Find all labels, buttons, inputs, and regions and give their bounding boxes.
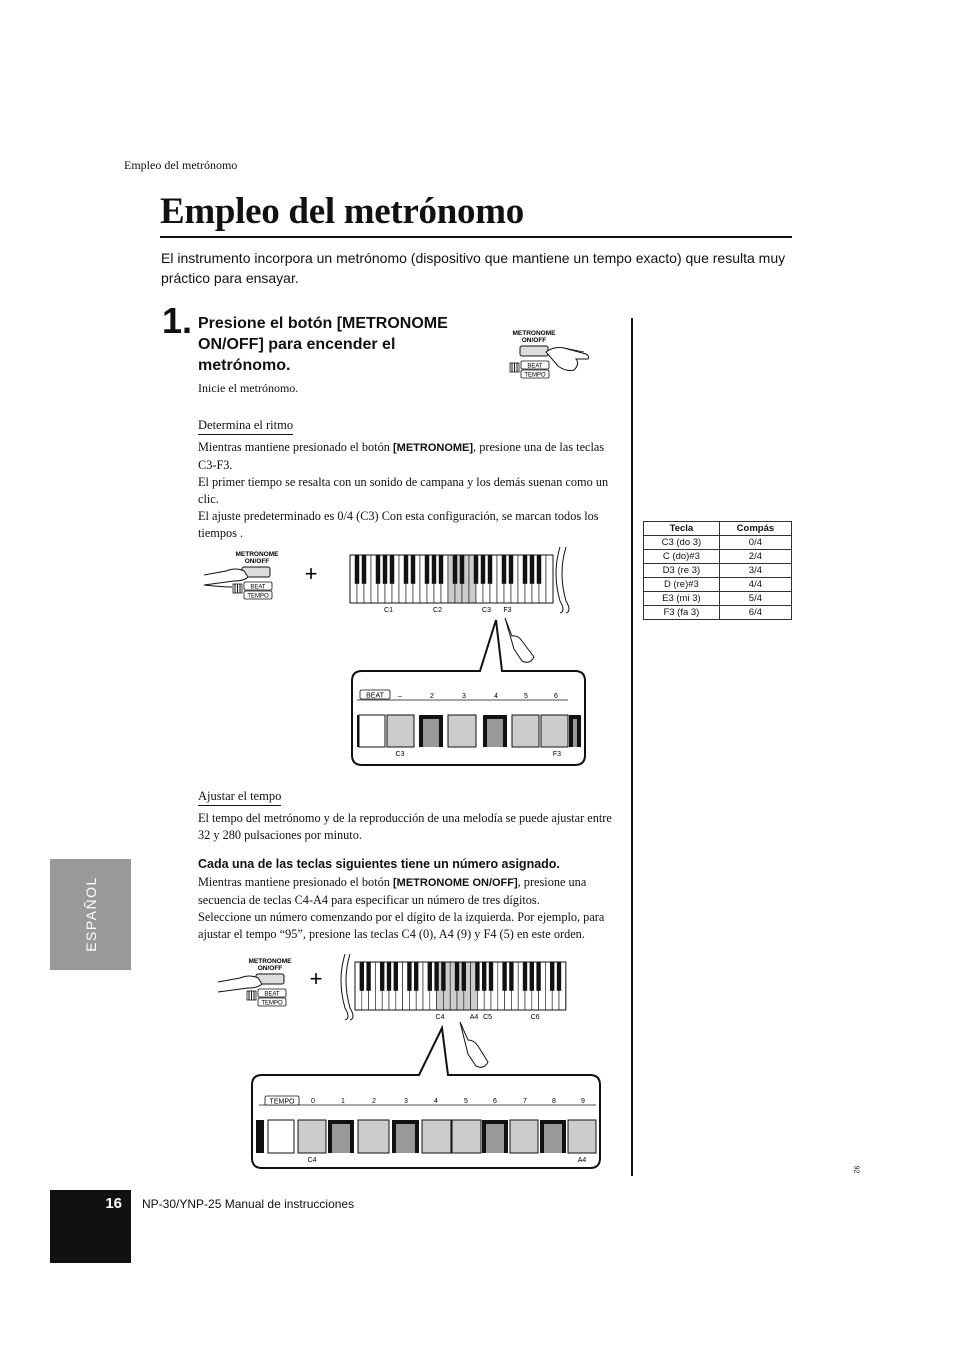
tempo-number: 3 bbox=[404, 1098, 408, 1105]
column-divider bbox=[631, 318, 633, 1176]
subheading-tempo: Ajustar el tempo bbox=[198, 789, 281, 806]
ritmo-p3: El ajuste predeterminado es 0/4 (C3) Con esta configuración, se marcan todos los tiempos . bbox=[198, 509, 599, 540]
black-key bbox=[390, 555, 394, 584]
tempo-number: 2 bbox=[372, 1098, 376, 1105]
table-row: D (re)#3 4/4 bbox=[644, 578, 792, 592]
ritmo-p1-pre: Mientras mantiene presionado el botón bbox=[198, 440, 393, 454]
title-rule bbox=[160, 236, 792, 238]
black-key bbox=[355, 555, 359, 584]
ritmo-p1-post: , presione una de las teclas C3-F3. bbox=[198, 440, 605, 472]
beat-diagram bbox=[200, 543, 620, 768]
keyboard-cut-edge bbox=[341, 954, 348, 1020]
key-label: C4 bbox=[435, 1014, 445, 1021]
table-row: D3 (re 3) 3/4 bbox=[644, 564, 792, 578]
black-key bbox=[404, 555, 408, 584]
tempo-number: 8 bbox=[552, 1098, 556, 1105]
zoom-white-key bbox=[359, 715, 385, 747]
tempo-number: 6 bbox=[493, 1098, 497, 1105]
metronome-label: METRONOME bbox=[248, 958, 292, 965]
onoff-label: ON/OFF bbox=[257, 965, 283, 972]
zoom-black-key bbox=[256, 1120, 264, 1153]
tempo-label: TEMPO bbox=[524, 372, 546, 379]
black-key bbox=[537, 555, 541, 584]
black-key bbox=[460, 555, 464, 584]
black-key bbox=[366, 962, 370, 991]
zoom-black-key-face bbox=[486, 1124, 504, 1153]
zoom-label-c4: C4 bbox=[307, 1157, 317, 1164]
zoom-black-key-face bbox=[487, 719, 503, 747]
plus-sign: + bbox=[304, 561, 318, 586]
black-key bbox=[376, 555, 380, 584]
table-row: C (do)#3 2/4 bbox=[644, 550, 792, 564]
metronome-onoff-button-ref: [METRONOME ON/OFF] bbox=[393, 877, 518, 889]
beat-strip-label: BEAT bbox=[366, 692, 384, 700]
page-number: 16 bbox=[105, 1195, 122, 1212]
table-row: E3 (mi 3) 5/4 bbox=[644, 592, 792, 606]
zoom-keys-1 bbox=[357, 715, 581, 747]
key-label: C2 bbox=[433, 607, 442, 614]
black-key bbox=[481, 555, 485, 584]
table-header: Tecla bbox=[644, 522, 720, 536]
keyboard-1 bbox=[350, 547, 569, 614]
key-label: C3 bbox=[482, 607, 491, 614]
zoom-white-key bbox=[268, 1120, 294, 1153]
key-label: A4 bbox=[469, 1014, 479, 1021]
black-key bbox=[432, 555, 436, 584]
beat-label: BEAT bbox=[250, 584, 266, 591]
zoom-black-key-face bbox=[423, 719, 439, 747]
black-key bbox=[475, 962, 479, 991]
black-key bbox=[462, 962, 466, 991]
tempo-p2-pre: Mientras mantiene presionado el botón bbox=[198, 875, 393, 889]
table-row: C3 (do 3) 0/4 bbox=[644, 536, 792, 550]
beat-label: BEAT bbox=[264, 991, 280, 998]
black-key bbox=[482, 962, 486, 991]
keyboard-cut-edge bbox=[562, 547, 569, 613]
onoff-label: ON/OFF bbox=[521, 337, 547, 344]
beat-number: – bbox=[398, 693, 402, 700]
zoom-white-key bbox=[512, 715, 539, 747]
zoom-white-key bbox=[448, 715, 476, 747]
black-key bbox=[488, 555, 492, 584]
zoom-label-c3: C3 bbox=[395, 751, 405, 758]
zoom-white-key bbox=[568, 1120, 596, 1153]
black-key bbox=[474, 555, 478, 584]
subheading-ritmo: Determina el ritmo bbox=[198, 418, 293, 435]
beat-number: 5 bbox=[524, 693, 528, 700]
black-key bbox=[523, 555, 527, 584]
step-number: 1. bbox=[162, 300, 193, 341]
tempo-text-2 bbox=[198, 874, 623, 943]
black-key bbox=[489, 962, 493, 991]
zoom-white-key bbox=[422, 1120, 451, 1153]
tempo-number: 0 bbox=[311, 1098, 315, 1105]
tempo-number: 5 bbox=[464, 1098, 468, 1105]
intro-paragraph: El instrumento incorpora un metrónomo (dispositivo que mantiene un tempo exacto) que resulta muy práctico para ensayar. bbox=[161, 250, 786, 286]
page-title: Empleo del metrónomo bbox=[160, 191, 524, 232]
ritmo-p2: El primer tiempo se resalta con un sonido de campana y los demás suenan como un clic. bbox=[198, 475, 609, 506]
black-key bbox=[360, 962, 364, 991]
black-key bbox=[411, 555, 415, 584]
black-key bbox=[550, 962, 554, 991]
black-key bbox=[453, 555, 457, 584]
black-key bbox=[455, 962, 459, 991]
black-key bbox=[428, 962, 432, 991]
keyboard-2 bbox=[341, 954, 566, 1021]
key-label: C1 bbox=[384, 607, 393, 614]
keyboard-cut-edge bbox=[346, 954, 353, 1020]
black-key bbox=[380, 962, 384, 991]
tempo-strip-label: TEMPO bbox=[269, 1098, 295, 1106]
zoom-white-key bbox=[510, 1120, 538, 1153]
zoom-label-f3: F3 bbox=[552, 751, 562, 758]
black-key bbox=[439, 555, 443, 584]
zoom-white-key bbox=[541, 715, 568, 747]
black-key bbox=[536, 962, 540, 991]
key-label: C6 bbox=[530, 1014, 540, 1021]
step-heading: Presione el botón [METRONOME ON/OFF] para encender el metrónomo. bbox=[198, 315, 448, 374]
tempo-number: 1 bbox=[341, 1098, 345, 1105]
beat-number: 2 bbox=[430, 693, 434, 700]
step-subtext: Inicie el metrónomo. bbox=[198, 381, 299, 395]
black-key bbox=[557, 962, 561, 991]
plus-sign: + bbox=[309, 966, 323, 991]
beat-label: BEAT bbox=[527, 363, 543, 370]
black-key bbox=[530, 962, 534, 991]
metronome-button-illustration bbox=[506, 326, 596, 380]
table-header: Compás bbox=[719, 522, 791, 536]
beat-number: 4 bbox=[494, 693, 498, 700]
tempo-number: 7 bbox=[523, 1098, 527, 1105]
black-key bbox=[509, 555, 513, 584]
black-key bbox=[425, 555, 429, 584]
zoom-white-key bbox=[298, 1120, 326, 1153]
running-header: Empleo del metrónomo bbox=[124, 158, 238, 172]
tempo-p3: Seleccione un número comenzando por el dígito de la izquierda. Por ejemplo, para ajustar el tempo “95”, presione las teclas C4 (0), A4 (9) y F4 (5) en este orden. bbox=[198, 910, 605, 941]
black-key bbox=[434, 962, 438, 991]
tempo-bold-line: Cada una de las teclas siguientes tiene un número asignado. bbox=[198, 857, 560, 871]
tempo-number: 4 bbox=[434, 1098, 438, 1105]
footer-title: NP-30/YNP-25 Manual de instrucciones bbox=[142, 1197, 355, 1211]
table-row: F3 (fa 3) 6/4 bbox=[644, 606, 792, 620]
black-key bbox=[523, 962, 527, 991]
zoom-black-key-face bbox=[573, 719, 577, 747]
metronome-label: METRONOME bbox=[235, 551, 279, 558]
tempo-text: El tempo del metrónomo y de la reproducción de una melodía se puede ajustar entre 32 y 280 pulsaciones por minuto. bbox=[198, 811, 612, 842]
black-key bbox=[509, 962, 513, 991]
tempo-p2-post: , presione una secuencia de teclas C4-A4 para especificar un número de tres dígitos. bbox=[198, 875, 587, 907]
metronome-label: METRONOME bbox=[512, 330, 556, 337]
zoom-black-key-face bbox=[332, 1124, 350, 1153]
black-key bbox=[394, 962, 398, 991]
key-label: F3 bbox=[503, 607, 512, 614]
zoom-black-key-face bbox=[544, 1124, 562, 1153]
ritmo-text bbox=[198, 439, 613, 542]
zoom-white-key bbox=[358, 1120, 389, 1153]
tempo-number: 9 bbox=[581, 1098, 585, 1105]
zoom-black-key-face bbox=[396, 1124, 415, 1153]
tempo-label: TEMPO bbox=[247, 593, 269, 600]
tempo-label: TEMPO bbox=[261, 1000, 283, 1007]
beat-table bbox=[643, 521, 792, 620]
black-key bbox=[414, 962, 418, 991]
black-key bbox=[407, 962, 411, 991]
zoom-white-key bbox=[387, 715, 414, 747]
zoom-keys-2 bbox=[256, 1120, 596, 1153]
metronome-button-ref: [METRONOME] bbox=[393, 442, 474, 454]
zoom-white-key bbox=[452, 1120, 481, 1153]
tiny-code: 92 bbox=[852, 1165, 860, 1174]
onoff-label: ON/OFF bbox=[244, 558, 270, 565]
beat-number: 3 bbox=[462, 693, 466, 700]
black-key bbox=[383, 555, 387, 584]
black-key bbox=[502, 962, 506, 991]
beat-number: 6 bbox=[554, 693, 558, 700]
black-key bbox=[530, 555, 534, 584]
black-key bbox=[441, 962, 445, 991]
black-key bbox=[502, 555, 506, 584]
black-key bbox=[362, 555, 366, 584]
tempo-diagram bbox=[212, 950, 607, 1172]
language-tab-label: ESPAÑOL bbox=[83, 876, 99, 952]
black-key bbox=[387, 962, 391, 991]
white-key bbox=[546, 555, 553, 603]
zoom-label-a4: A4 bbox=[577, 1157, 587, 1164]
key-label: C5 bbox=[483, 1014, 493, 1021]
